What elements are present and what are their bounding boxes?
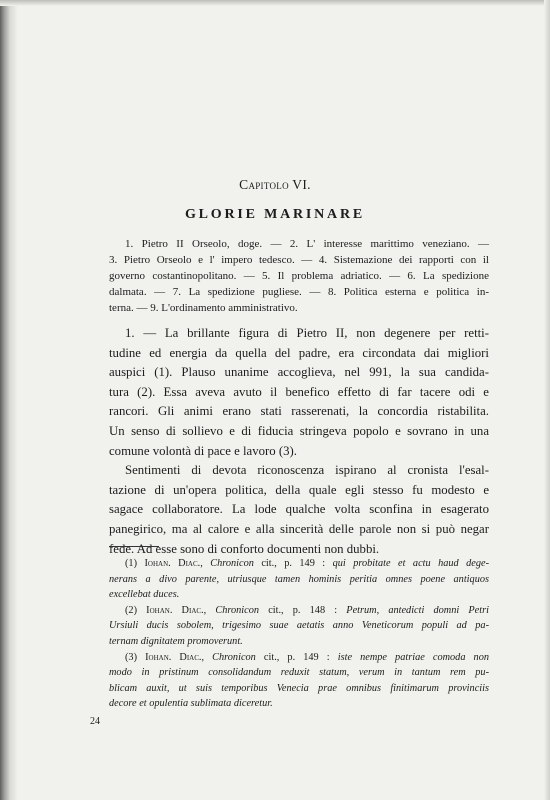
- chapter-title: GLORIE MARINARE: [184, 207, 366, 222]
- paragraph-1-line: 1. — La brillante figura di Pietro II, non degenere per retti-: [125, 326, 489, 340]
- footnote-2: (2) Iohan. Diac., Chronicon cit., p. 148 : Petrum, antedicti domni Petri: [125, 604, 489, 616]
- footnote-quote: Ursiuli ducis sobolem, trigesimo suae aetatis anno Veneticorum populi ad pa-: [109, 620, 489, 632]
- chapter-label: Capitolo VI.: [239, 177, 311, 192]
- footnote-quote: decore et opulentia sublimata diceretur.: [109, 698, 273, 710]
- page-top-shadow: [0, 0, 550, 6]
- footnote-1-line: [109, 572, 489, 588]
- footnote-author: Iohan. Diac.: [144, 558, 201, 569]
- page-right-shadow: [544, 0, 550, 800]
- footnote-quote: qui probitate et actu haud dege-: [332, 558, 489, 569]
- footnote-quote: Petrum, antedicti domni Petri: [346, 604, 489, 616]
- footnotes: [109, 556, 489, 712]
- footnote-quote: excellebat duces.: [109, 589, 180, 601]
- footnote-3-line: [109, 665, 489, 681]
- paragraph-2-line: fede. Ad esse sono di conforto documenti non dubbi.: [109, 541, 380, 556]
- paragraph-2-line: Sentimenti di devota riconoscenza ispirano al cronista l'esal-: [125, 463, 489, 478]
- footnote-cite: cit., p. 149 :: [261, 558, 326, 569]
- summary-line: 1. Pietro II Orseolo, doge. — 2. L' interesse marittimo veneziano. —: [125, 238, 489, 250]
- paragraph-1-line: Un senso di sollievo e di fiducia stringeva popolo e sovrano in una: [109, 423, 489, 438]
- footnote-3-line: [109, 681, 489, 697]
- paragraph-2-line: tazione di un'opera politica, della quale egli stesso fu modesto e: [109, 482, 489, 497]
- paragraph-1-line: tura (2). Essa aveva avuto il benefico effetto di far tacere odi e: [109, 384, 489, 399]
- footnote-quote: iste nempe patriae comoda non: [337, 651, 490, 663]
- footnote-2-line: [109, 634, 489, 650]
- footnote-quote: blicam auxit, ut suis temporibus Venecia prae omnibus finitimarum provinciis: [109, 682, 489, 694]
- footnote-quote: nerans a divo parente, utriusque tamen hominis peritia omnes poene antiquos: [109, 573, 489, 585]
- footnote-work: Chronicon: [212, 651, 256, 663]
- footnote-separator: [109, 546, 159, 547]
- footnote-3-line: [109, 696, 489, 712]
- summary-line: terna. — 9. L'ordinamento amministrativo.: [109, 302, 298, 314]
- paragraph-1-line: auspici (1). Plauso unanime accoglieva, nel 991, la sua candida-: [109, 365, 489, 380]
- summary-line: governo costantinopolitano. — 5. Il problema adriatico. — 6. La spedizione: [109, 270, 489, 282]
- body-text: [109, 324, 489, 559]
- footnote-cite: cit., p. 148 :: [268, 604, 338, 616]
- chapter-summary: [109, 236, 489, 316]
- footnote-author: Iohan. Diac.: [146, 604, 204, 616]
- footnote-2-line: [109, 618, 489, 634]
- footnote-marker: (2): [125, 604, 138, 616]
- footnote-work: Chronicon: [210, 558, 254, 569]
- footnote-3: (3) Iohan. Diac., Chronicon cit., p. 149 : iste nempe patriae comoda non: [125, 651, 490, 663]
- footnote-marker: (3): [125, 651, 138, 663]
- footnote-1-line: [109, 587, 489, 603]
- paragraph-1-line: tudine ed energia da quella del padre, era circondata dai migliori: [109, 345, 489, 360]
- page-binding-shadow: [0, 0, 18, 800]
- footnote-quote: ternam dignitatem promoverunt.: [109, 635, 243, 647]
- footnote-quote: modo in pristinum consolidandum reduxit statum, verum in tantum rem pu-: [109, 667, 489, 679]
- summary-line: 3. Pietro Orseolo e l' impero tedesco. — 4. Sistemazione dei rapporti con il: [109, 254, 489, 266]
- footnote-author: Iohan. Diac.: [145, 651, 202, 663]
- paragraph-1-line: comune volontà di pace e lavoro (3).: [109, 443, 297, 458]
- summary-line: dalmata. — 7. La spedizione pugliese. — 8. Politica esterna e politica in-: [109, 286, 489, 298]
- paragraph-2-line: panegirico, ma al calore e alla sincerità delle parole non si può negar: [109, 521, 489, 536]
- footnote-cite: cit., p. 149 :: [263, 651, 330, 663]
- paragraph-1-line: rancori. Gli animi erano stati rasserenati, la concordia ristabilita.: [109, 404, 489, 419]
- footnote-work: Chronicon: [215, 604, 260, 616]
- footnote-marker: (1): [125, 558, 138, 569]
- paragraph-2-line: sagace collaboratore. La lode qualche volta sconfina in esagerato: [109, 502, 489, 517]
- page-number: 24: [90, 716, 100, 727]
- footnote-1: (1) Iohan. Diac., Chronicon cit., p. 149 : qui probitate et actu haud dege-: [125, 558, 489, 569]
